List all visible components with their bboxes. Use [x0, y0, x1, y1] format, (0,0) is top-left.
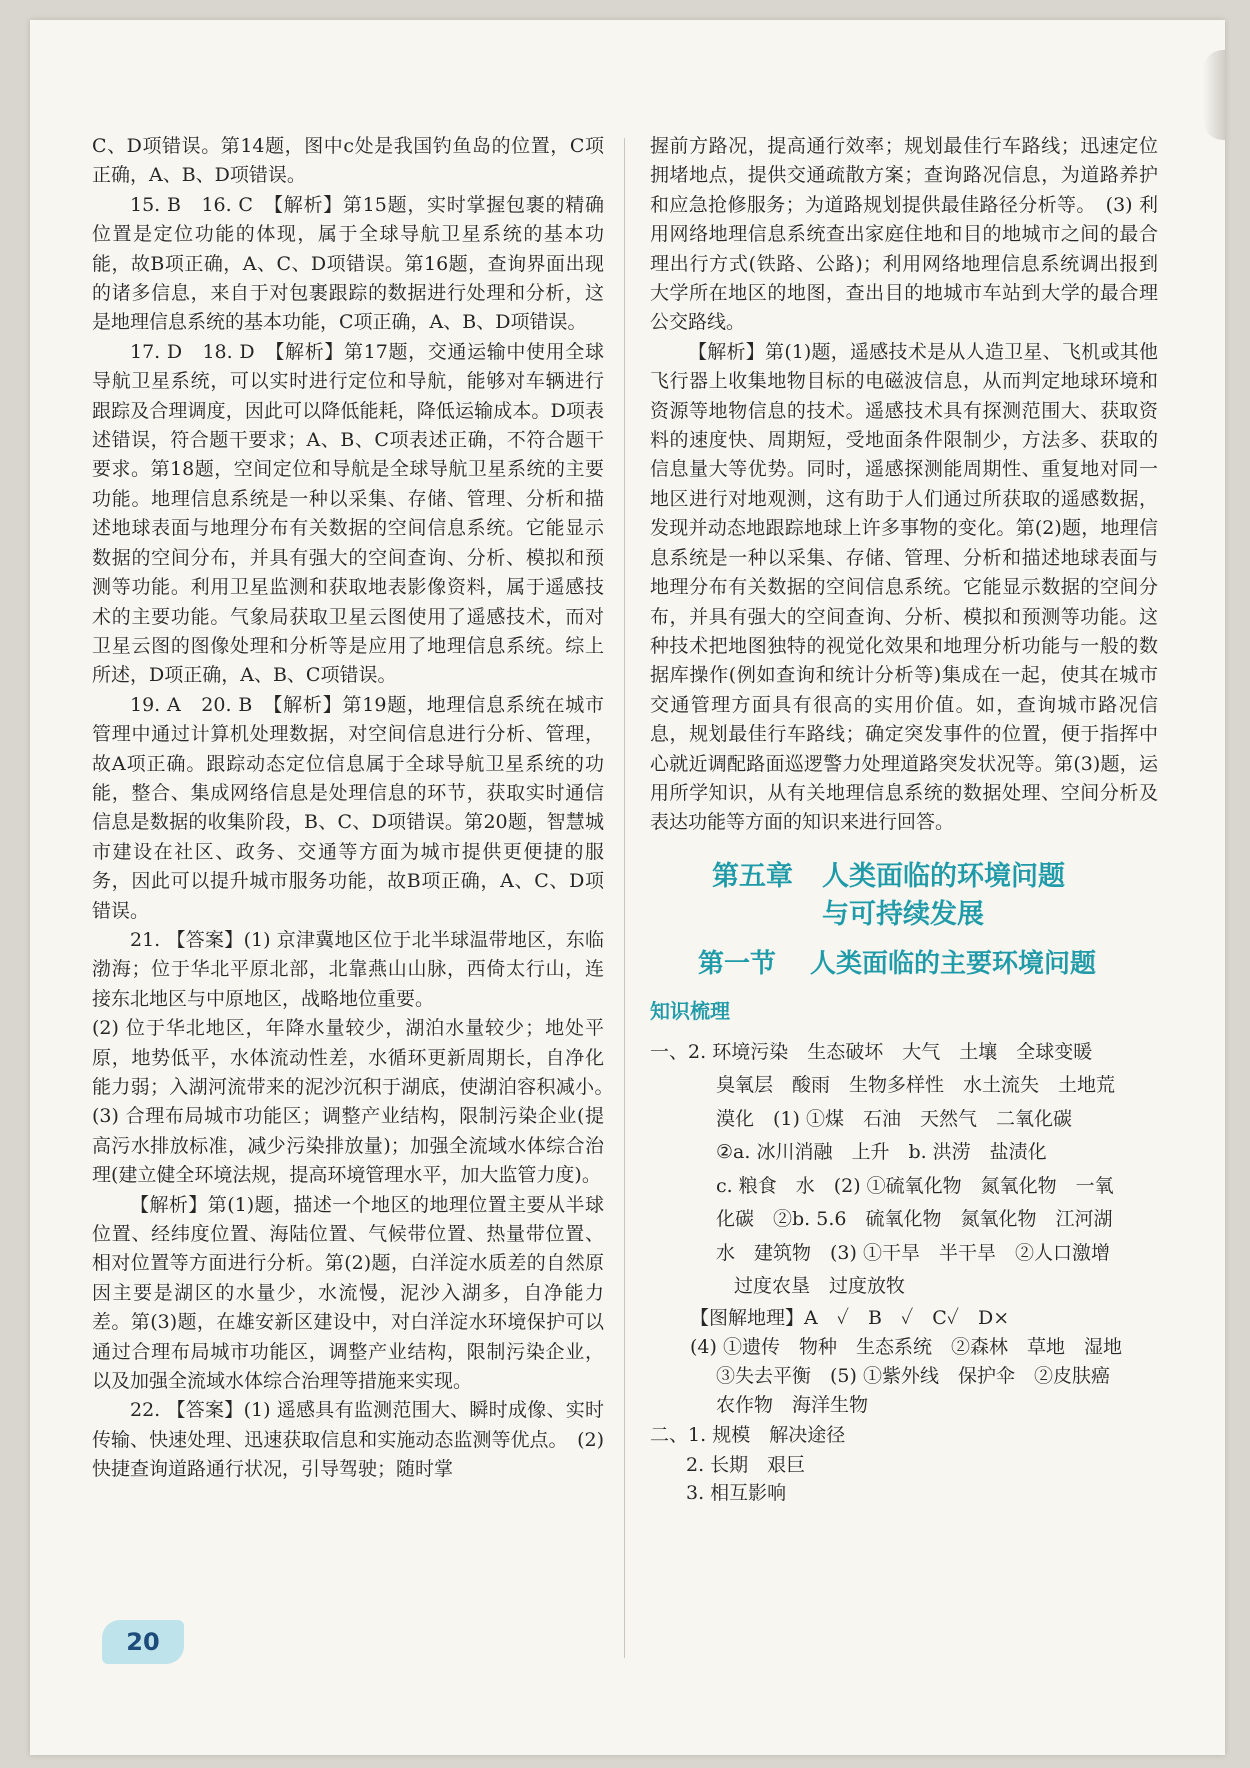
chapter-number: 第五章 [712, 860, 793, 892]
answer-line: 过度农垦 过度放牧 [734, 1275, 906, 1298]
paragraph: 21. 【答案】(1) 京津冀地区位于北半球温带地区，东临渤海；位于华北平原北部，北靠燕山山脉，西倚太行山，连接东北地区与中原地区，战略地位重要。 [92, 928, 604, 1010]
paragraph: 22. 【答案】(1) 遥感具有监测范围大、瞬时成像、实时传输、快速处理、迅速获取信息和实施动态监测等优点。 (2) 快捷查询道路通行状况，引导驾驶；随时掌 [92, 1399, 604, 1481]
page-curl [1203, 50, 1225, 140]
book-page [30, 20, 1225, 1755]
answer-line: ③失去平衡 (5) ①紫外线 保护伞 ②皮肤癌 [716, 1364, 1110, 1387]
answer-line: 臭氧层 酸雨 生物多样性 水土流失 土地荒 [716, 1074, 1116, 1097]
answer-label: 一、2. [650, 1040, 707, 1063]
left-column [92, 132, 624, 1485]
knowledge-heading: 知识梳理 [650, 998, 730, 1023]
paragraph: 【解析】第(1)题，描述一个地区的地理位置主要从半球位置、经纬度位置、海陆位置、气候带位置、热量带位置、相对位置等方面进行分析。第(2)题，白洋淀水质差的自然原因主要是湖区的水量少，水流慢，泥沙入湖多，自净能力差。第(3)题，在雄安新区建设中，对白洋淀水环境保护可以通过合理布局城市功能区，调整产业结构，限制污染企业，以及加强全流域水体综合治理等措施来实现。 [92, 1193, 604, 1393]
answer-line: ②a. 冰川消融 上升 b. 洪涝 盐渍化 [716, 1141, 1047, 1164]
paragraph: 握前方路况，提高通行效率；规划最佳行车路线；迅速定位拥堵地点，提供交通疏散方案；查询路况信息，为道路养护和应急抢修服务；为道路规划提供最佳路径分析等。 (3) 利用网络地理信息系统查出家庭住地和目的地城市之间的最合理出行方式(铁路、公路)；利用网络地理信息系统调出报到大学所在地区的地图，查出目的地城市车站到大学的最合理公交路线。 [650, 135, 1158, 334]
paragraph: 17. D 18. D 【解析】第17题，交通运输中使用全球导航卫星系统，可以实时进行定位和导航，能够对车辆进行跟踪及合理调度，因此可以降低能耗，降低运输成本。D项表述错误，符合题干要求；A、B、C项表述正确，不符合题干要求。第18题，空间定位和导航是全球导航卫星系统的主要功能。地理信息系统是一种以采集、存储、管理、分析和描述地球表面与地理分布有关数据的空间信息系统。它能显示数据的空间分布，并具有强大的空间查询、分析、模拟和预测等功能。利用卫星监测和获取地表影像资料，属于遥感技术的主要功能。气象局获取卫星云图使用了遥感技术，而对卫星云图的图像处理和分析等是应用了地理信息系统。综上所述，D项正确，A、B、C项错误。 [92, 340, 604, 687]
right-column [650, 132, 1158, 1507]
paragraph: 【解析】第(1)题，遥感技术是从人造卫星、飞机或其他飞行器上收集地物目标的电磁波信息，从而判定地球环境和资源等地物信息的技术。遥感技术具有探测范围大、获取资料的速度快、周期短，受地面条件限制少，方法多、获取的信息量大等优势。同时，遥感探测能周期性、重复地对同一地区进行对地观测，这有助于人们通过所获取的遥感数据，发现并动态地跟踪地球上许多事物的变化。第(2)题，地理信息系统是一种以采集、存储、管理、分析和描述地球表面与地理分布有关数据的空间信息系统。它能显示数据的空间分布，并具有强大的空间查询、分析、模拟和预测等功能。这种技术把地图独特的视觉化效果和地理分析功能与一般的数据库操作(例如查询和统计分析等)集成在一起，使其在城市交通管理方面具有很高的实用价值。如，查询城市路况信息，规划最佳行车路线；确定突发事件的位置，便于指挥中心就近调配路面巡逻警力处理道路突发状况等。第(3)题，运用所学知识，从有关地理信息系统的数据处理、空间分析及表达功能等方面的知识来进行回答。 [650, 340, 1158, 834]
answer-label: 二、1. [650, 1423, 707, 1446]
answer-line: 化碳 ②b. 5.6 硫氧化物 氮氧化物 江河湖 [716, 1208, 1113, 1231]
graph-answer-line: 【图解地理】A ✓ B ✓ C✓ D× [690, 1306, 1010, 1329]
paragraph: (2) 位于华北地区，年降水量较少，湖泊水量较少；地处平原，地势低平，水体流动性差，水循环更新周期长，自净化能力弱；入湖河流带来的泥沙沉积于湖底，使湖泊容积减小。 (3) 合理布局城市功能区；调整产业结构，限制污染企业(提高污水排放标准，减少污染排放量)；加强全流域水体综合治理(建立健全环境法规，提高环境管理水平，加大监管力度)。 [92, 1017, 624, 1187]
answer-line: (4) ①遗传 物种 生态系统 ②森林 草地 湿地 [690, 1335, 1122, 1358]
answer-line: 3. 相互影响 [686, 1481, 787, 1504]
chapter-title-line2: 与可持续发展 [822, 898, 984, 930]
answer-group-1 [650, 1036, 1158, 1070]
answer-line: 环境污染 生态破坏 大气 土壤 全球变暖 [712, 1040, 1093, 1063]
chapter-title-line1: 人类面临的环境问题 [822, 860, 1065, 892]
answer-line: 水 建筑物 (3) ①干旱 半干旱 ②人口激增 [716, 1241, 1110, 1264]
answer-line: 漠化 (1) ①煤 石油 天然气 二氧化碳 [716, 1107, 1072, 1130]
answer-line: c. 粮食 水 (2) ①硫氧化物 氮氧化物 一氧 [716, 1174, 1114, 1197]
column-divider [624, 138, 625, 1658]
answer-line: 农作物 海洋生物 [716, 1393, 869, 1416]
answer-line: 2. 长期 艰巨 [686, 1453, 806, 1476]
answer-line: 规模 解决途径 [712, 1423, 846, 1446]
paragraph: 15. B 16. C 【解析】第15题，实时掌握包裹的精确位置是定位功能的体现，属于全球导航卫星系统的基本功能，故B项正确，A、C、D项错误。第16题，查询界面出现的诸多信息，来自于对包裹跟踪的数据进行处理和分析，这是地理信息系统的基本功能，C项正确，A、B、D项错误。 [92, 193, 604, 334]
chapter-title [650, 858, 1158, 934]
paragraph: C、D项错误。第14题，图中c处是我国钓鱼岛的位置，C项正确，A、B、D项错误。 [92, 135, 604, 187]
page-number: 20 [102, 1620, 184, 1664]
section-number: 第一节 [698, 948, 777, 979]
section-title [698, 946, 1158, 982]
section-name: 人类面临的主要环境问题 [810, 948, 1097, 979]
answer-group-2 [650, 1420, 1158, 1451]
paragraph: 19. A 20. B 【解析】第19题，地理信息系统在城市管理中通过计算机处理数据，对空间信息进行分析、管理，故A项正确。跟踪动态定位信息属于全球导航卫星系统的功能，整合、集成网络信息是处理信息的环节，获取实时通信信息是数据的收集阶段，B、C、D项错误。第20题，智慧城市建设在社区、政务、交通等方面为城市提供更便捷的服务，因此可以提升城市服务功能，故B项正确，A、C、D项错误。 [92, 693, 604, 922]
